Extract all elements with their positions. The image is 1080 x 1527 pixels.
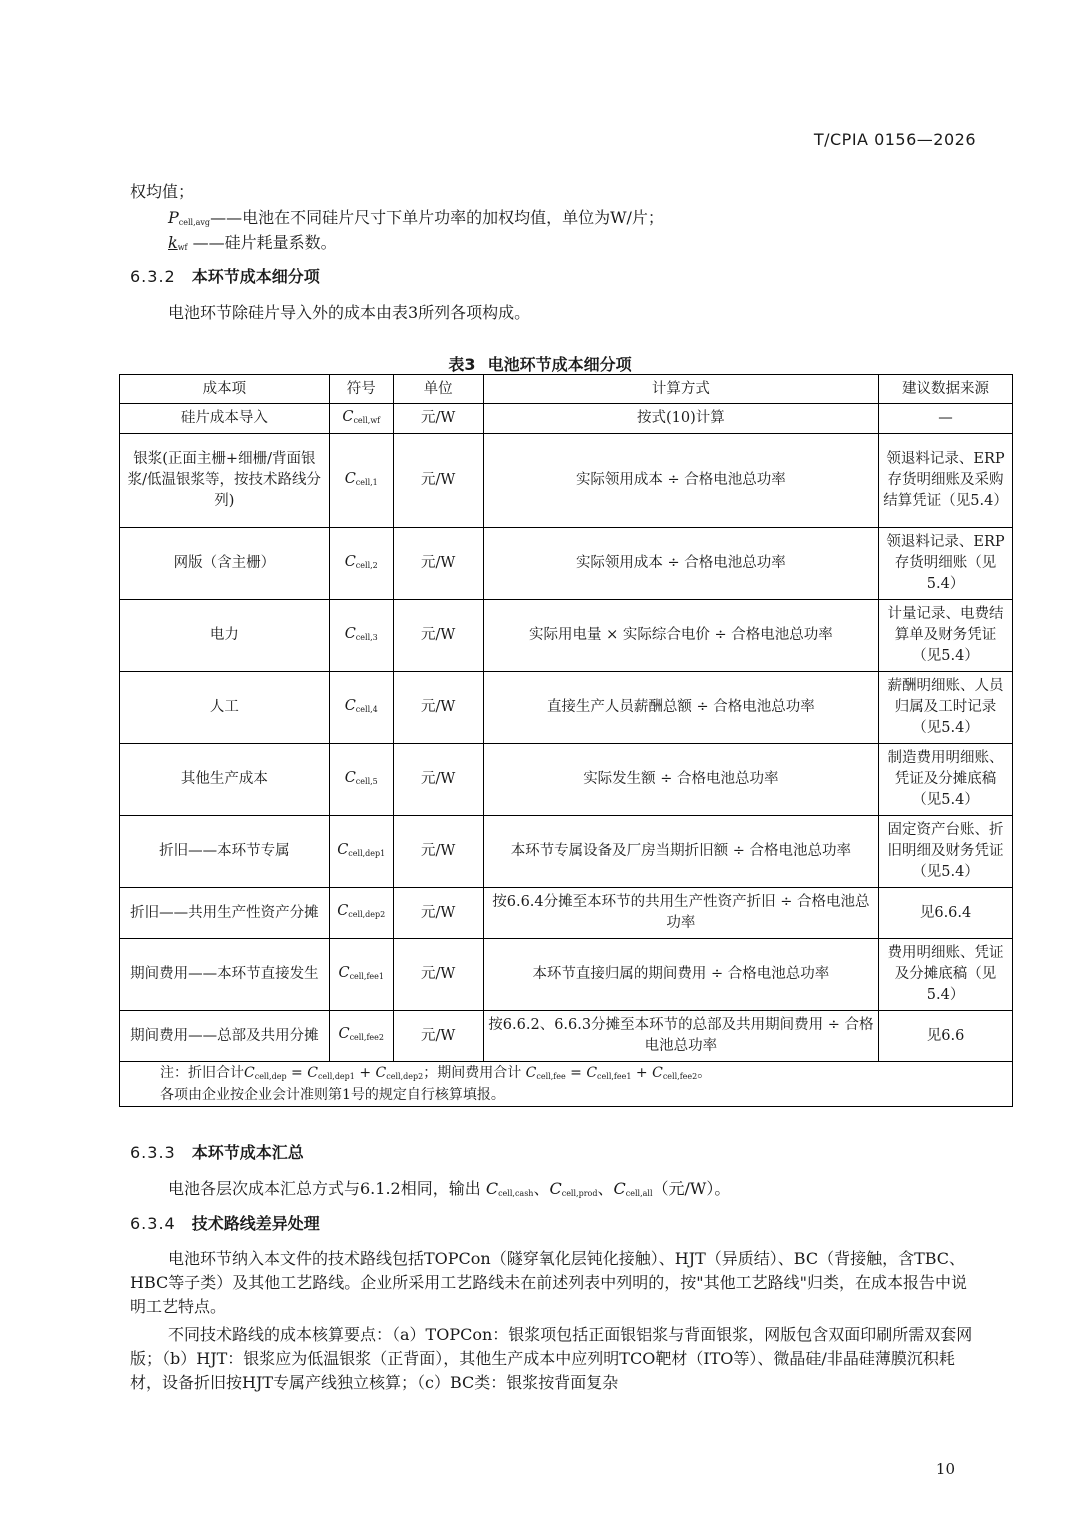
cost-source: 计量记录、电费结算单及财务凭证（见5.4） xyxy=(879,600,1013,672)
cost-item: 电力 xyxy=(120,600,330,672)
cost-symbol: $C_{cell,5}$ xyxy=(329,744,393,816)
section-6-3-4-paragraph-2: 不同技术路线的成本核算要点：（a）TOPCon：银浆项包括正面银铝浆与背面银浆，网版包含双面印刷所需双套网版；（b）HJT：银浆应为低温银浆（正背面），其他生产成本中应列明TCO靶材（ITO等）、微晶硅/非晶硅薄膜沉积耗材，设备折旧按HJT专属产线独立核算；（c）BC类：银浆按背面复杂 xyxy=(130,1325,973,1392)
cost-calculation: 按6.6.4分摊至本环节的共用生产性资产折旧 ÷ 合格电池总功率 xyxy=(483,888,878,939)
section-6-3-4-paragraph-1: 电池环节纳入本文件的技术路线包括TOPCon（隧穿氧化层钝化接触）、HJT（异质结）、BC（背接触，含TBC、HBC等子类）及其他工艺路线。企业所采用工艺路线未在前述列表中列明的，按"其他工艺路线"归类，在成本报告中说明工艺特点。 xyxy=(130,1249,967,1316)
cost-unit: 元/W xyxy=(393,600,483,672)
header-symbol: 符号 xyxy=(329,375,393,404)
cost-item: 期间费用——本环节直接发生 xyxy=(120,939,330,1011)
cost-symbol: $C_{cell,wf}$ xyxy=(329,404,393,434)
table-row xyxy=(120,600,1013,672)
cost-item: 期间费用——总部及共用分摊 xyxy=(120,1011,330,1062)
header-item: 成本项 xyxy=(120,375,330,404)
cost-symbol: $C_{cell,3}$ xyxy=(329,600,393,672)
cost-unit: 元/W xyxy=(393,939,483,1011)
table-note-line-1: 注：折旧合计$C_{cell,dep} = C_{cell,dep1} + C_{cell,dep2}$；期间费用合计 $C_{cell,fee} = C_{cell,fee1} + C_{cell,fee2}$。 xyxy=(160,1065,712,1081)
section-heading-6-3-2 xyxy=(130,265,320,289)
cost-symbol: $C_{cell,dep1}$ xyxy=(329,816,393,888)
table-caption-title: 电池环节成本细分项 xyxy=(487,355,632,374)
section-number: 6.3.2 xyxy=(130,267,176,286)
section-title: 技术路线差异处理 xyxy=(191,1214,320,1233)
cost-symbol: $C_{cell,2}$ xyxy=(329,528,393,600)
page-number: 10 xyxy=(935,1460,955,1478)
table-row xyxy=(120,1011,1013,1062)
definition-k-wf xyxy=(168,231,337,260)
cost-calculation: 按6.6.2、6.6.3分摊至本环节的总部及共用期间费用 ÷ 合格电池总功率 xyxy=(483,1011,878,1062)
cost-symbol: $C_{cell,dep2}$ xyxy=(329,888,393,939)
cost-source: 薪酬明细账、人员归属及工时记录（见5.4） xyxy=(879,672,1013,744)
table-row xyxy=(120,528,1013,600)
cost-calculation: 实际用电量 × 实际综合电价 ÷ 合格电池总功率 xyxy=(483,600,878,672)
cost-item: 硅片成本导入 xyxy=(120,404,330,434)
cost-unit: 元/W xyxy=(393,816,483,888)
table-row xyxy=(120,404,1013,434)
table-row xyxy=(120,744,1013,816)
cost-item: 折旧——共用生产性资产分摊 xyxy=(120,888,330,939)
section-number: 6.3.4 xyxy=(130,1214,176,1233)
cost-source: 见6.6.4 xyxy=(879,888,1013,939)
symbol-k: k xyxy=(168,233,178,252)
section-title: 本环节成本细分项 xyxy=(191,267,320,286)
section-title: 本环节成本汇总 xyxy=(191,1143,304,1162)
cost-item: 其他生产成本 xyxy=(120,744,330,816)
cost-symbol: $C_{cell,1}$ xyxy=(329,434,393,528)
header-calculation: 计算方式 xyxy=(483,375,878,404)
table-note-row xyxy=(120,1062,1013,1107)
symbol-p: P xyxy=(168,208,179,227)
cost-symbol: $C_{cell,fee1}$ xyxy=(329,939,393,1011)
section-6-3-3-body: 电池各层次成本汇总方式与6.1.2相同，输出 $C_{cell,cash}$、$C_{cell,prod}$、$C_{cell,all}$（元/W）。 xyxy=(168,1179,731,1198)
cost-source: 见6.6 xyxy=(879,1011,1013,1062)
cost-calculation: 按式(10)计算 xyxy=(483,404,878,434)
table-caption-label: 表3 xyxy=(448,355,476,374)
cost-symbol: $C_{cell,4}$ xyxy=(329,672,393,744)
cost-source: 固定资产台账、折旧明细及财务凭证（见5.4） xyxy=(879,816,1013,888)
cost-unit: 元/W xyxy=(393,888,483,939)
cost-item: 银浆(正面主栅+细栅/背面银浆/低温银浆等，按技术路线分列) xyxy=(120,434,330,528)
table-row xyxy=(120,672,1013,744)
table-row xyxy=(120,939,1013,1011)
cost-calculation: 实际领用成本 ÷ 合格电池总功率 xyxy=(483,528,878,600)
cost-source: 领退料记录、ERP存货明细账（见5.4） xyxy=(879,528,1013,600)
cost-calculation: 本环节专属设备及厂房当期折旧额 ÷ 合格电池总功率 xyxy=(483,816,878,888)
cost-source: 领退料记录、ERP存货明细账及采购结算凭证（见5.4） xyxy=(879,434,1013,528)
header-source: 建议数据来源 xyxy=(879,375,1013,404)
cost-unit: 元/W xyxy=(393,672,483,744)
section-heading-6-3-3 xyxy=(130,1141,304,1165)
symbol-p-sub: cell,avg xyxy=(178,218,211,227)
cost-breakdown-table xyxy=(119,374,1013,1107)
definition-k-text: ——硅片耗量系数。 xyxy=(187,233,337,252)
cost-unit: 元/W xyxy=(393,1011,483,1062)
cost-source: 制造费用明细账、凭证及分摊底稿（见5.4） xyxy=(879,744,1013,816)
cost-symbol: $C_{cell,fee2}$ xyxy=(329,1011,393,1062)
section-6-3-2-body: 电池环节除硅片导入外的成本由表3所列各项构成。 xyxy=(168,303,531,322)
definition-continuation: 权均值； xyxy=(130,182,195,201)
cost-calculation: 直接生产人员薪酬总额 ÷ 合格电池总功率 xyxy=(483,672,878,744)
cost-unit: 元/W xyxy=(393,404,483,434)
section-number: 6.3.3 xyxy=(130,1143,176,1162)
cost-calculation: 实际发生额 ÷ 合格电池总功率 xyxy=(483,744,878,816)
cost-item: 折旧——本环节专属 xyxy=(120,816,330,888)
cost-source: — xyxy=(879,404,1013,434)
cost-calculation: 实际领用成本 ÷ 合格电池总功率 xyxy=(483,434,878,528)
symbol-k-sub: wf xyxy=(177,243,188,252)
table-header-row xyxy=(120,375,1013,404)
table-note-line-2: 各项由企业按企业会计准则第1号的规定自行核算填报。 xyxy=(160,1087,505,1103)
section-heading-6-3-4 xyxy=(130,1212,320,1236)
definition-p-text: ——电池在不同硅片尺寸下单片功率的加权均值，单位为W/片； xyxy=(210,208,664,227)
cost-unit: 元/W xyxy=(393,744,483,816)
cost-unit: 元/W xyxy=(393,434,483,528)
cost-item: 人工 xyxy=(120,672,330,744)
standard-code: T/CPIA 0156—2026 xyxy=(813,130,976,149)
table-caption xyxy=(0,352,1080,375)
table-row xyxy=(120,816,1013,888)
cost-calculation: 本环节直接归属的期间费用 ÷ 合格电池总功率 xyxy=(483,939,878,1011)
cost-source: 费用明细账、凭证及分摊底稿（见5.4） xyxy=(879,939,1013,1011)
cost-item: 网版（含主栅） xyxy=(120,528,330,600)
table-row xyxy=(120,434,1013,528)
table-note xyxy=(120,1062,1013,1107)
cost-unit: 元/W xyxy=(393,528,483,600)
table-row xyxy=(120,888,1013,939)
header-unit: 单位 xyxy=(393,375,483,404)
